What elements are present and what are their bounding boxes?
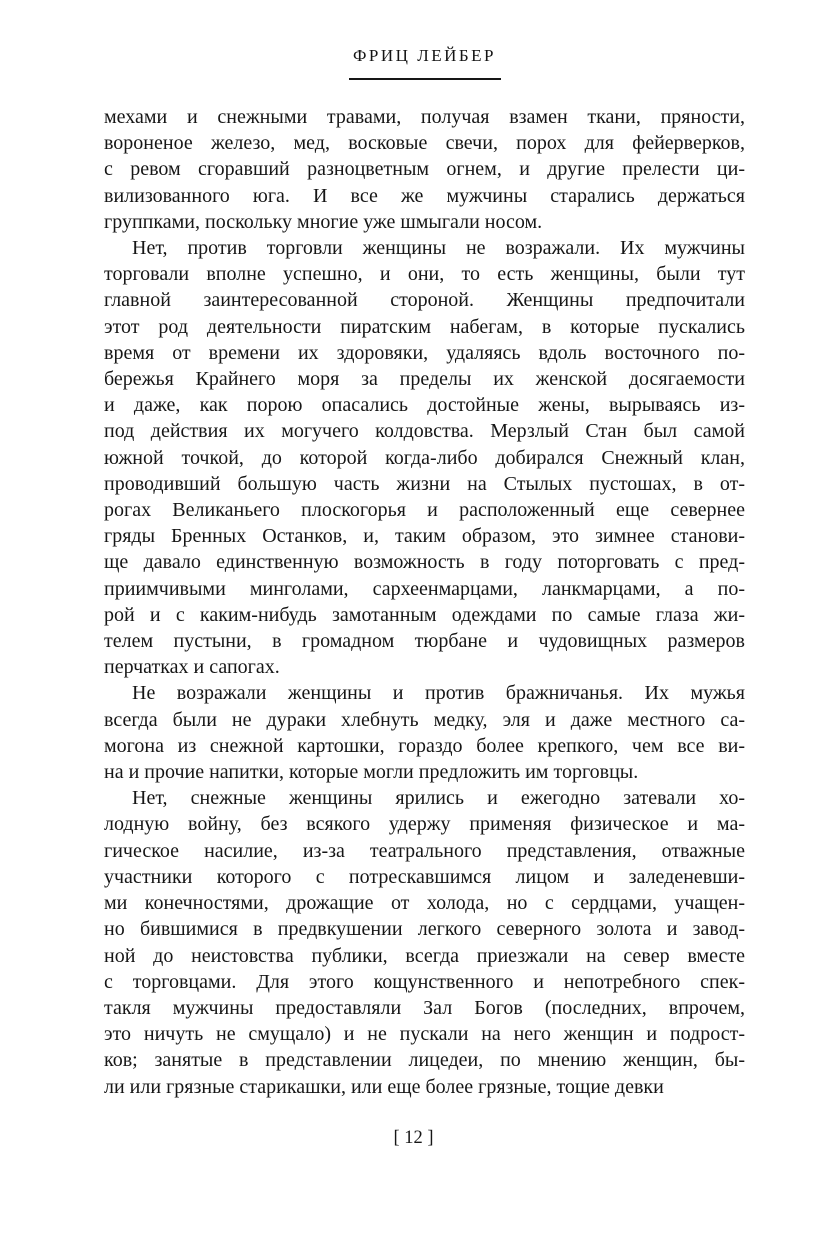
text-line: приимчивыми минголами, сархеенмарцами, ланкмарцами, а по-	[104, 577, 745, 600]
text-line: телем пустыни, в громадном тюрбане и чудовищных размеров	[104, 630, 745, 653]
paragraph	[104, 104, 745, 235]
paragraph	[104, 235, 745, 680]
paragraph	[104, 785, 745, 1099]
text-line: время от времени их здоровяки, удаляясь вдоль восточного по-	[104, 341, 745, 364]
header-rule	[349, 78, 501, 80]
text-line: ми конечностями, дрожащие от холода, но с сердцами, учащен-	[104, 892, 745, 915]
text-line: рогах Великаньего плоскогорья и расположенный еще севернее	[104, 499, 745, 522]
text-block	[104, 104, 745, 1100]
running-head-author: ФРИЦ ЛЕЙБЕР	[353, 46, 496, 65]
text-line: лодную войну, без всякого удержу применяя физическое и ма-	[104, 813, 745, 836]
text-line: вилизованного юга. И все же мужчины старались держаться	[104, 184, 745, 207]
text-line: бережья Крайнего моря за пределы их женской досягаемости	[104, 368, 745, 391]
text-line: гическое насилие, из-за театрального представления, отважные	[104, 839, 745, 862]
page-footer	[0, 1128, 827, 1149]
text-line: такля мужчины предоставляли Зал Богов (последних, впрочем,	[104, 996, 745, 1019]
text-line: ной до неистовства публики, всегда приезжали на север вместе	[104, 944, 745, 967]
page-header	[104, 46, 745, 80]
text-line: торговали вполне успешно, и они, то есть женщины, были тут	[104, 263, 745, 286]
text-line: главной заинтересованной стороной. Женщины предпочитали	[104, 289, 745, 312]
text-line: Нет, снежные женщины ярились и ежегодно затевали хо-	[132, 787, 745, 810]
paragraph	[104, 680, 745, 785]
text-line: ли или грязные старикашки, или еще более грязные, тощие девки	[104, 1075, 664, 1098]
text-line: перчатках и сапогах.	[104, 656, 280, 679]
text-line: с ревом сгоравший разноцветным огнем, и другие прелести ци-	[104, 158, 745, 181]
text-line: рой и с каким-нибудь замотанным одеждами по самые глаза жи-	[104, 603, 745, 626]
text-line: всегда были не дураки хлебнуть медку, эля и даже местного са-	[104, 708, 745, 731]
text-line: с торговцами. Для этого кощунственного и непотребного спек-	[104, 970, 745, 993]
text-line: проводивший большую часть жизни на Стылых пустошах, в от-	[104, 472, 745, 495]
text-line: гряды Бренных Останков, и, таким образом, это зимнее станови-	[104, 525, 745, 548]
text-line: на и прочие напитки, которые могли предложить им торговцы.	[104, 761, 639, 784]
text-line: южной точкой, до которой когда-либо добирался Снежный клан,	[104, 446, 745, 469]
text-line: вороненое железо, мед, восковые свечи, порох для фейерверков,	[104, 132, 745, 155]
text-line: участники которого с потрескавшимся лицом и заледеневши-	[104, 865, 745, 888]
text-line: ще давало единственную возможность в году поторговать с пред-	[104, 551, 745, 574]
text-line: Нет, против торговли женщины не возражали. Их мужчины	[132, 237, 745, 260]
text-line: это ничуть не смущало) и не пускали на него женщин и подрост-	[104, 1023, 745, 1046]
page-number: [ 12 ]	[393, 1128, 434, 1148]
text-line: Не возражали женщины и против бражничанья. Их мужья	[132, 682, 745, 705]
text-line: но бившимися в предвкушении легкого северного золота и завод-	[104, 918, 745, 941]
text-line: могона из снежной картошки, гораздо более крепкого, чем все ви-	[104, 734, 745, 757]
text-line: мехами и снежными травами, получая взамен ткани, пряности,	[104, 106, 745, 128]
text-line: ков; занятые в представлении лицедеи, по мнению женщин, бы-	[104, 1049, 745, 1072]
text-line: и даже, как порою опасались достойные жены, вырываясь из-	[104, 394, 745, 417]
text-line: группками, поскольку многие уже шмыгали носом.	[104, 210, 543, 233]
text-line: под действия их могучего колдовства. Мерзлый Стан был самой	[104, 420, 745, 443]
text-line: этот род деятельности пиратским набегам, в которые пускались	[104, 315, 745, 338]
